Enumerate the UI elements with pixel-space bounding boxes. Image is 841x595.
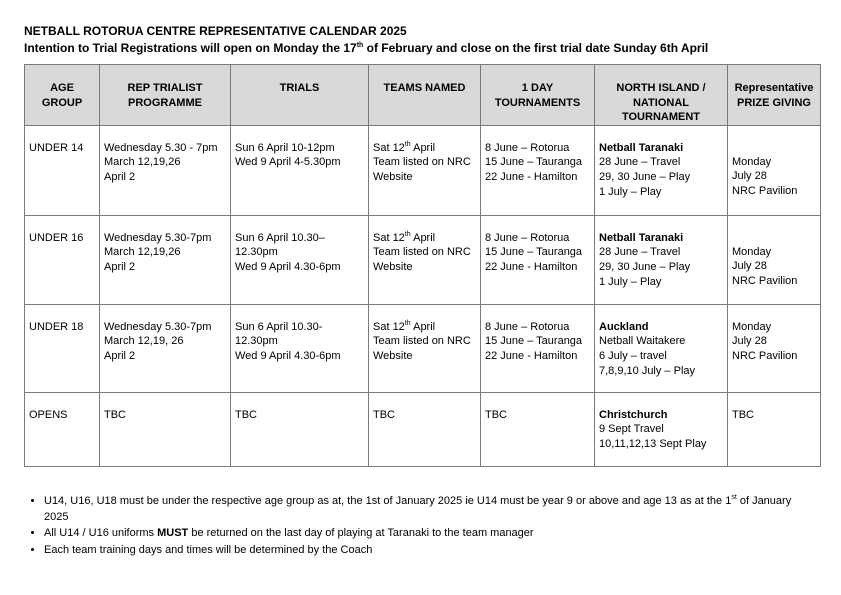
cell-teams-named: Sat 12th April Team listed on NRC Website [369,215,481,304]
cell-teams-named: TBC [369,392,481,466]
cell-trials: Sun 6 April 10.30- 12.30pm Wed 9 April 4.30-6pm [231,304,369,392]
cell-teams-named: Sat 12th April Team listed on NRC Website [369,125,481,215]
cell-prize-giving: Monday July 28 NRC Pavilion [728,215,821,304]
subtitle-text-1: Intention to Trial Registrations will open on Monday the 17 [24,41,357,55]
calendar-table [24,64,821,467]
cell-national-tournament: Christchurch 9 Sept Travel 10,11,12,13 Sept Play [595,392,728,466]
header-age-group: AGE GROUP [25,65,100,126]
table-row [25,125,821,215]
header-1-day-tournaments: 1 DAY TOURNAMENTS [481,65,595,126]
cell-age-group: UNDER 16 [25,215,100,304]
note-uniforms: • All U14 / U16 uniforms MUST be returned on the last day of playing at Taranaki to the team manager [44,526,814,542]
table-row [25,392,821,466]
header-row [25,65,821,126]
cell-tournaments: 8 June – Rotorua 15 June – Tauranga 22 June - Hamilton [481,304,595,392]
page-title: NETBALL ROTORUA CENTRE REPRESENTATIVE CALENDAR 2025 [24,24,407,38]
cell-programme: Wednesday 5.30-7pm March 12,19, 26 April 2 [100,304,231,392]
header-rep-trialist-programme: REP TRIALIST PROGRAMME [100,65,231,126]
cell-prize-giving: Monday July 28 NRC Pavilion [728,304,821,392]
note-age-eligibility: • U14, U16, U18 must be under the respective age group as at, the 1st of January 2025 ie U14 must be year 9 or above and age 13 as at the 1st of January 2025 [44,494,814,525]
notes-list [24,494,814,559]
table-row [25,215,821,304]
cell-national-tournament: Netball Taranaki 28 June – Travel 29, 30 June – Play 1 July – Play [595,125,728,215]
cell-prize-giving: TBC [728,392,821,466]
cell-tournaments: TBC [481,392,595,466]
cell-trials: TBC [231,392,369,466]
table-row [25,304,821,392]
cell-trials: Sun 6 April 10.30– 12.30pm Wed 9 April 4.30-6pm [231,215,369,304]
header-trials: TRIALS [231,65,369,126]
cell-tournaments: 8 June – Rotorua 15 June – Tauranga 22 June - Hamilton [481,125,595,215]
cell-programme: Wednesday 5.30 - 7pm March 12,19,26 April 2 [100,125,231,215]
subtitle-text-2: of February and close on the first trial date Sunday 6th April [363,41,709,55]
page-subtitle [24,41,708,56]
header-teams-named: TEAMS NAMED [369,65,481,126]
cell-teams-named: Sat 12th April Team listed on NRC Website [369,304,481,392]
cell-national-tournament: Auckland Netball Waitakere 6 July – travel 7,8,9,10 July – Play [595,304,728,392]
cell-programme: TBC [100,392,231,466]
header-prize-giving: Representative PRIZE GIVING [728,65,821,126]
cell-national-tournament: Netball Taranaki 28 June – Travel 29, 30 June – Play 1 July – Play [595,215,728,304]
cell-programme: Wednesday 5.30-7pm March 12,19,26 April 2 [100,215,231,304]
cell-age-group: UNDER 14 [25,125,100,215]
header-national-tournament: NORTH ISLAND / NATIONAL TOURNAMENT [595,65,728,126]
cell-trials: Sun 6 April 10-12pm Wed 9 April 4-5.30pm [231,125,369,215]
cell-age-group: UNDER 18 [25,304,100,392]
cell-tournaments: 8 June – Rotorua 15 June – Tauranga 22 June - Hamilton [481,215,595,304]
note-training: • Each team training days and times will be determined by the Coach [44,543,814,559]
cell-age-group: OPENS [25,392,100,466]
cell-prize-giving: Monday July 28 NRC Pavilion [728,125,821,215]
subtitle-superscript: th [356,42,364,49]
